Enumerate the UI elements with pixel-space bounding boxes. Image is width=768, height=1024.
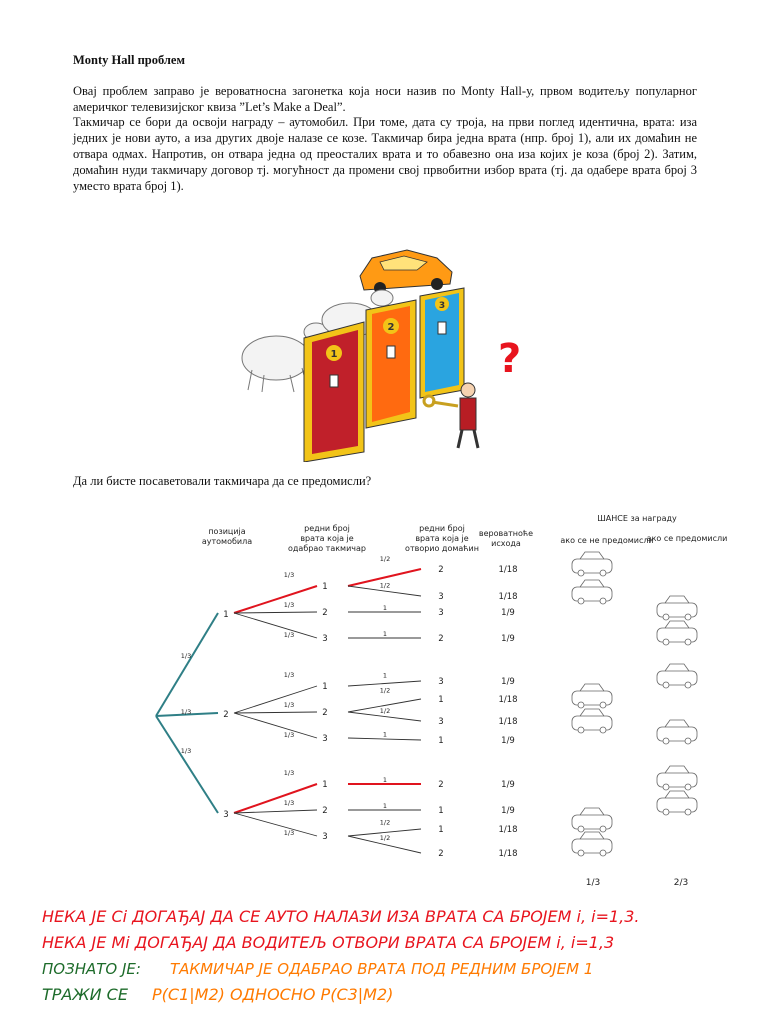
header-prize-chances: ШАНСЕ за награду [597,514,677,523]
open-probability: 1/2 [379,555,391,564]
car-icon [572,580,612,604]
tree-branch [234,713,317,738]
opened-door-label: 2 [438,849,444,859]
open-probability: 1/2 [379,581,391,590]
picked-door-label: 2 [322,806,328,816]
open-probability: 1/2 [379,818,391,827]
outcome-probability-value: 1/9 [501,736,515,746]
header-opened-door: врата која је [415,534,469,543]
opened-door-label: 2 [438,565,444,575]
outcome-probability-value: 1/9 [501,608,515,618]
note-line-1: НЕКА ЈЕ Ci ДОГАЂАЈ ДА СЕ АУТО НАЛАЗИ ИЗА ВРАТА СА БРОЈЕМ i, i=1,3. [42,907,640,926]
car-icon [572,552,612,576]
open-probability: 1/2 [379,833,391,842]
header-opened-door: редни број [419,524,465,533]
opened-door-label: 2 [438,634,444,644]
tree-branch [234,612,317,613]
outcome-probability-value: 1/9 [501,780,515,790]
picked-door-label: 2 [322,708,328,718]
open-probability: 1 [382,604,388,612]
open-probability: 1 [382,671,388,680]
header-car-position: аутомобила [201,537,253,546]
door-1-number: 1 [330,349,338,360]
total-stay: 1/3 [585,878,601,888]
door-2 [366,300,416,428]
pick-probability: 1/3 [283,701,295,709]
pick-probability: 1/3 [283,631,295,639]
header-switch: ако се предомисли [646,534,728,543]
car-icon [572,808,612,832]
picked-door-label: 3 [322,734,328,744]
pick-probability: 1/3 [283,671,295,679]
open-probability: 1/2 [379,707,391,716]
opened-door-label: 1 [438,736,444,746]
document-title: Monty Hall проблем [73,53,185,67]
note-line-4a: ТРАЖИ СЕ [42,985,128,1004]
picked-door-label: 1 [322,682,328,692]
monty-hall-illustration [232,240,528,462]
tree-branch [234,784,317,813]
car-icon [572,684,612,708]
door-3 [420,288,464,398]
opened-door-label: 1 [438,825,444,835]
total-switch: 2/3 [673,878,689,888]
car-icon [657,621,697,645]
open-probability: 1 [382,802,388,810]
picked-door-label: 3 [322,832,328,842]
car-position-label: 3 [223,810,229,820]
car-icon [657,766,697,790]
pick-probability: 1/3 [283,799,295,807]
opened-door-label: 3 [438,717,444,727]
tree-branch [156,613,218,716]
car-icon [657,596,697,620]
note-line-3b: ТАКМИЧАР ЈЕ ОДАБРАО ВРАТА ПОД РЕДНИМ БРОЈЕМ 1 [170,960,594,978]
question-mark-icon: ? [498,336,522,382]
car-icon [572,709,612,733]
door-2-number: 2 [387,322,395,333]
door-1 [304,322,364,462]
question-text: Да ли бисте посаветовали такмичара да се предомисли? [73,474,372,488]
header-picked-door: врата која је [300,534,354,543]
opened-door-label: 3 [438,608,444,618]
outcome-probability-value: 1/9 [501,806,515,816]
picked-door-label: 2 [322,608,328,618]
car-position-label: 2 [223,710,229,720]
car-icon [657,791,697,815]
car-position-label: 1 [223,610,229,620]
outcome-probability-value: 1/18 [498,565,518,575]
header-picked-door: редни број [304,524,350,533]
tree-branch [234,712,317,713]
header-outcome-probability: исхода [491,539,521,548]
level1-probability: 1/3 [180,708,192,716]
open-probability: 1/2 [379,686,391,695]
note-line-4b: P(C1|M2) ОДНОСНО P(C3|M2) [152,985,394,1004]
tree-branch [348,681,421,686]
tree-branch [156,716,218,813]
opened-door-label: 1 [438,806,444,816]
handwritten-notes [40,900,760,1020]
header-stay: ако се не предомисли [560,536,654,545]
note-line-2: НЕКА ЈЕ Mi ДОГАЂАЈ ДА ВОДИТЕЉ ОТВОРИ ВРАТА СА БРОЈЕМ i, i=1,3 [42,933,615,952]
car-icon [572,832,612,856]
open-probability: 1 [382,776,388,784]
tree-branch [234,586,317,613]
car-icon [657,664,697,688]
door-3-number: 3 [438,301,446,311]
car-icon [657,720,697,744]
outcome-probability-value: 1/9 [501,634,515,644]
pick-probability: 1/3 [283,571,295,579]
tree-branch [234,810,317,813]
opened-door-label: 3 [438,592,444,602]
tree-branch [234,813,317,836]
header-car-position: позиција [208,527,246,536]
pick-probability: 1/3 [283,601,295,609]
opened-door-label: 1 [438,695,444,705]
picked-door-label: 3 [322,634,328,644]
probability-tree-diagram [73,503,763,891]
level1-probability: 1/3 [180,652,192,660]
opened-door-label: 2 [438,780,444,790]
pick-probability: 1/3 [283,769,295,777]
open-probability: 1 [382,730,388,739]
outcome-probability-value: 1/9 [501,677,515,687]
outcome-probability-value: 1/18 [498,695,518,705]
intro-paragraph: Овај проблем заправо је вероватносна загонетка која носи назив по Monty Hall-у, првом водитељу популарног америчког телевизијског квиза ”Let’s Make a Deal”. [73,84,697,114]
pick-probability: 1/3 [283,731,295,739]
outcome-probability-value: 1/18 [498,592,518,602]
opened-door-label: 3 [438,677,444,687]
header-outcome-probability: вероватноће [478,529,534,538]
tree-branch [234,686,317,713]
picked-door-label: 1 [322,780,328,790]
outcome-probability-value: 1/18 [498,849,518,859]
level1-probability: 1/3 [180,747,192,755]
picked-door-label: 1 [322,582,328,592]
outcome-probability-value: 1/18 [498,717,518,727]
tree-branch [234,613,317,638]
note-line-3a: ПОЗНАТО ЈЕ: [42,960,141,978]
car-image [360,250,452,294]
body-paragraph: Такмичар се бори да освоји награду – аутомобил. При томе, дата су троја, на први поглед идентична, врата: иза једних је нови ауто, а иза других двоје налазе се козе. Такмичар бира једна врата (нпр. број 1), али их домаћин не отвара одмах. Напротив, он отвара једна од преосталих врата и то обавезно она иза којих је коза (број 2). Затим, домаћин нуди такмичару договор тј. могућност да промени свој првобитни избор врата (тј. да одабере врата број 3 уместо врата број 1). [73,115,697,193]
header-picked-door: одабрао такмичар [287,544,367,553]
header-opened-door: отворио домаћин [405,544,479,553]
pick-probability: 1/3 [283,829,295,837]
outcome-probability-value: 1/18 [498,825,518,835]
open-probability: 1 [382,630,388,638]
